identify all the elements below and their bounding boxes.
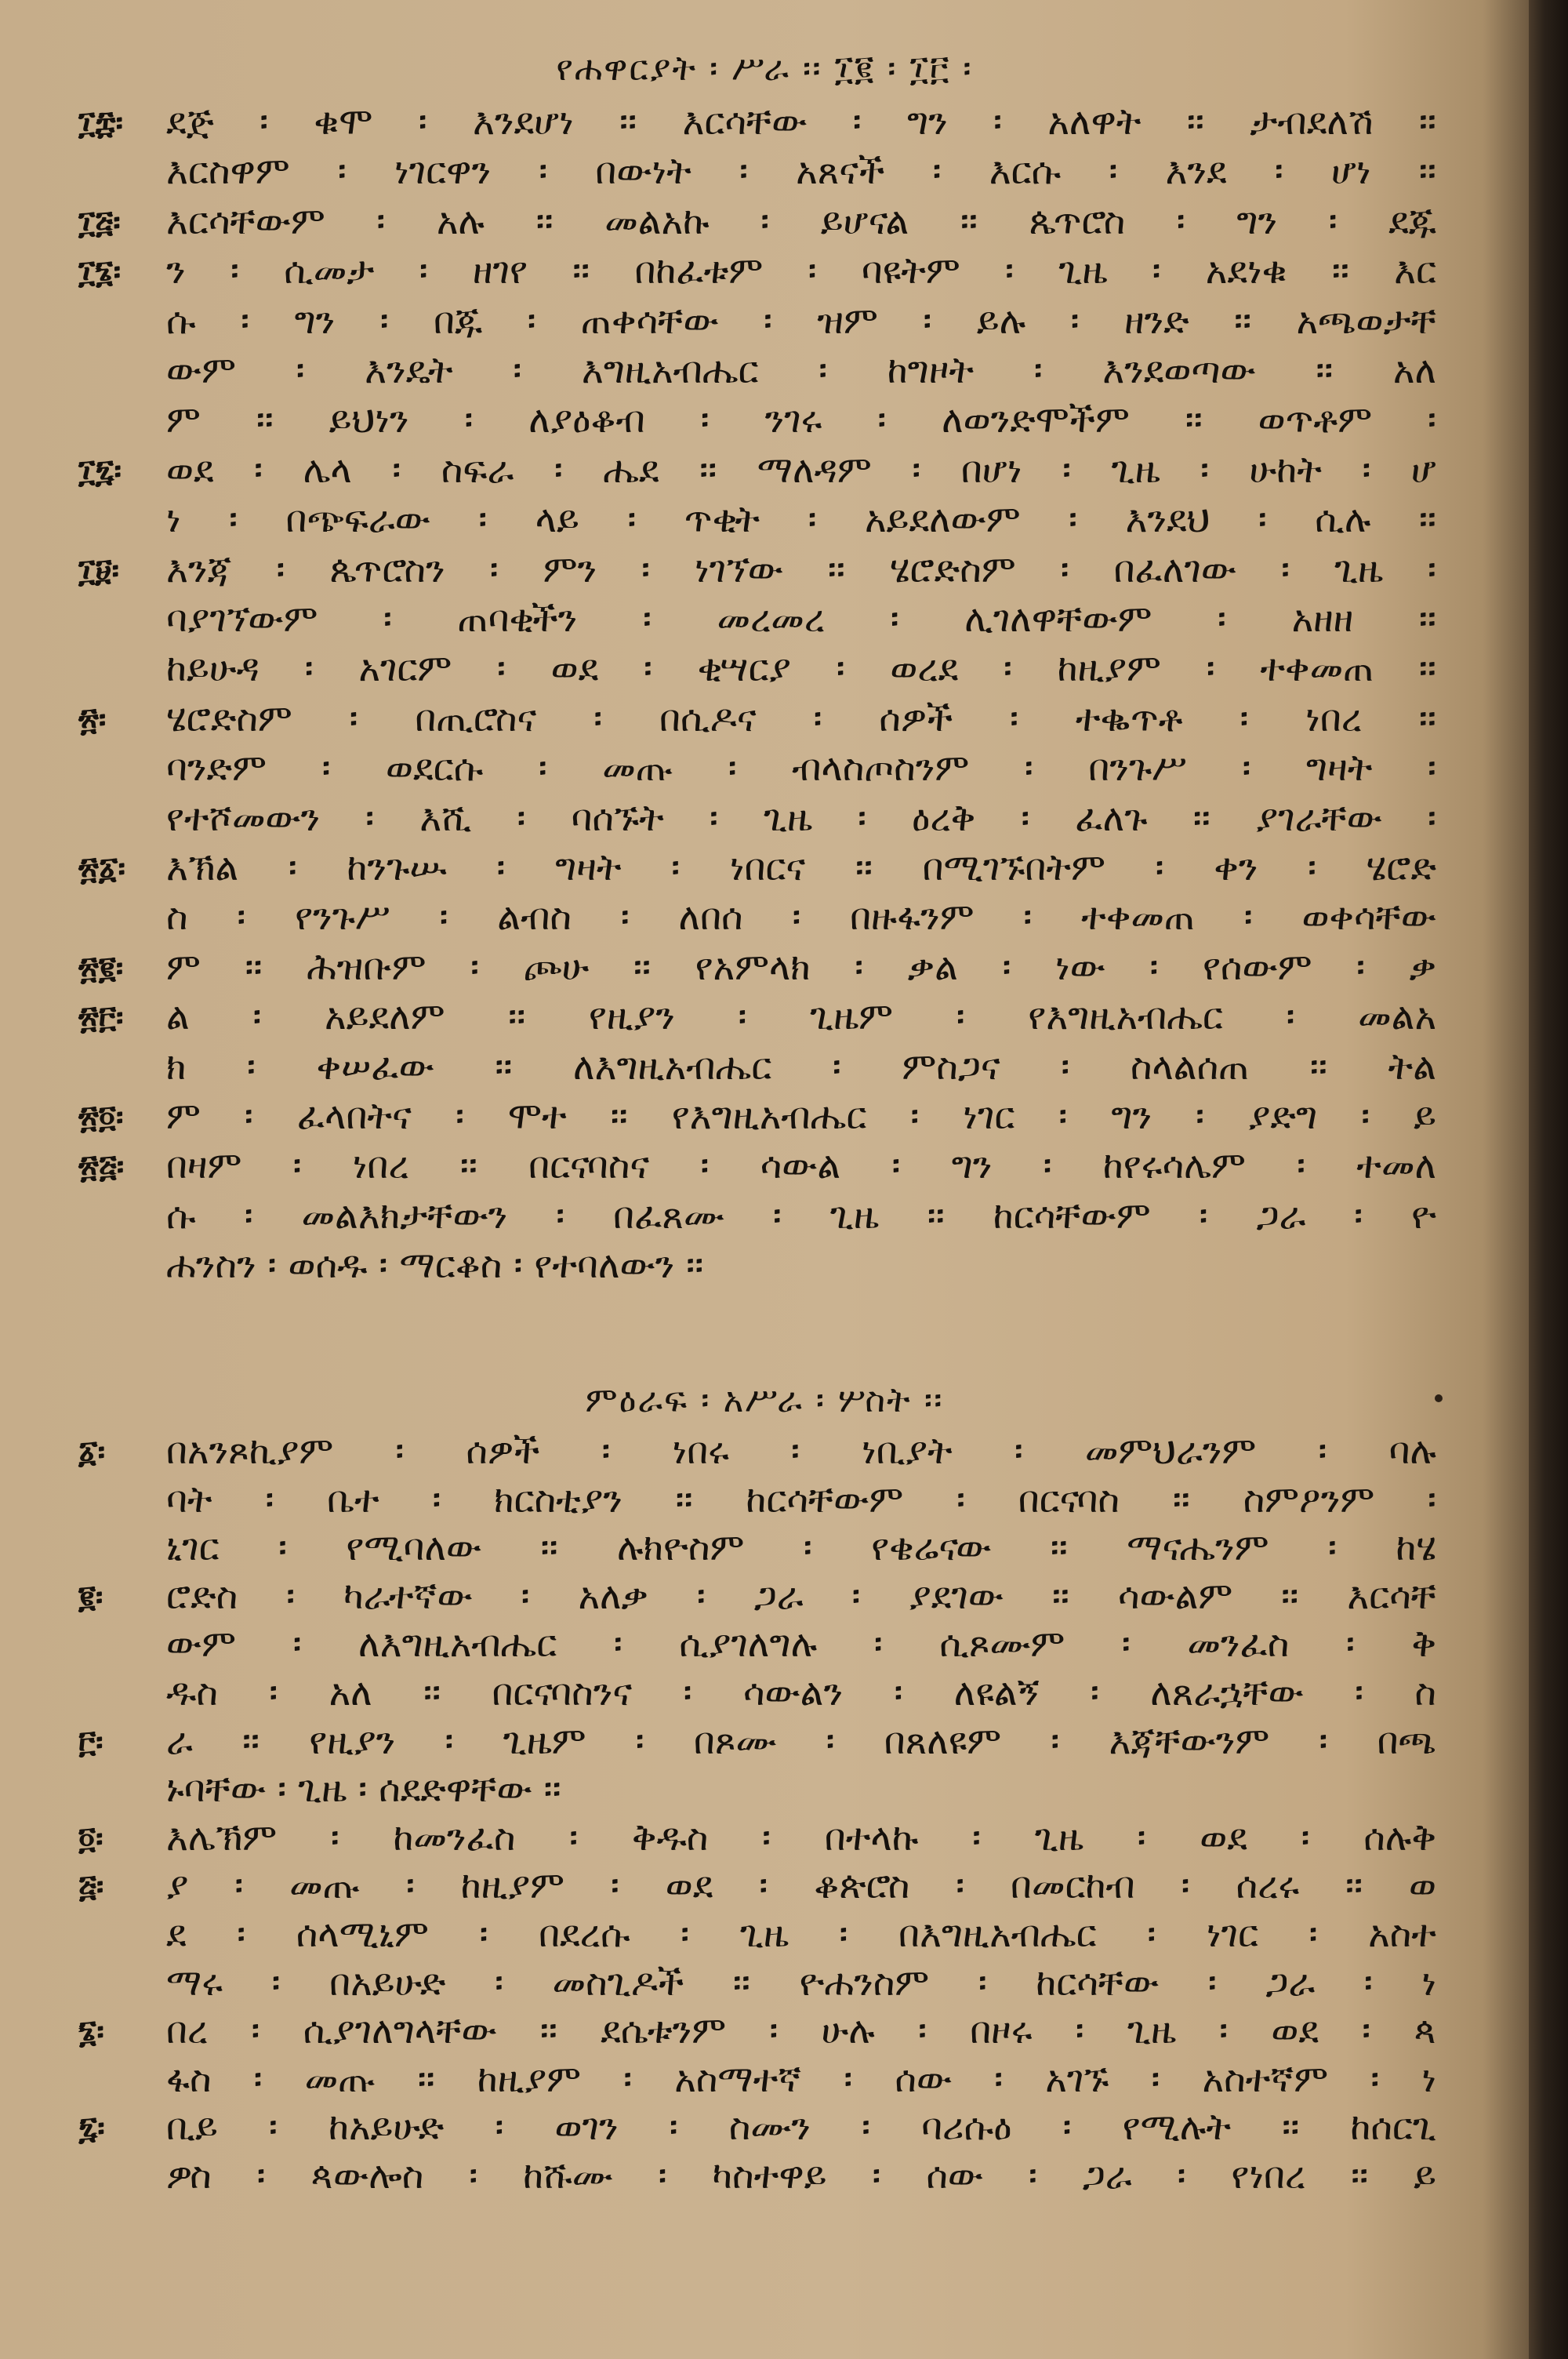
line-text: እሌኽም ፡ ከመንፈስ ፡ ቅዱስ ፡ በተላኩ ፡ ጊዜ ፡ ወደ ፡ ሰሉቅ — [166, 1816, 1436, 1859]
line-text: እንጃ ፡ ጴጥሮስን ፡ ምን ፡ ነገኘው ፡፡ ሄሮድስም ፡ በፈለገው ፡ ጊዜ ፡ — [166, 547, 1436, 591]
line-text: ዱስ ፡ አለ ፡፡ በርናባስንና ፡ ሳውልን ፡ ለዩልኝ ፡ ለጸራኋቸው ፡ ስ — [166, 1671, 1436, 1714]
line-text: እርስዋም ፡ ነገርዋን ፡ በውነት ፡ አጸናች ፡ እርሱ ፡ እንደ ፡ ሆነ ፡፡ — [166, 150, 1436, 194]
line-text: የተሾመውን ፡ እሺ ፡ ባሰኙት ፡ ጊዜ ፡ ዕረቅ ፡ ፈለጉ ፡፡ ያገራቸው ፡ — [166, 796, 1436, 840]
line-text: በአንጾኪያም ፡ ሰዎች ፡ ነበሩ ፡ ነቢያት ፡ መምህራንም ፡ ባሉ — [166, 1430, 1436, 1473]
line-text: ሱ ፡ መልእክታቸውን ፡ በፈጸሙ ፡ ጊዜ ፡፡ ከርሳቸውም ፡ ጋራ ፡ ዮ — [166, 1194, 1436, 1238]
line-text: ክ ፡ ቀሠፈው ፡፡ ለእግዚአብሔር ፡ ምስጋና ፡ ስላልሰጠ ፡፡ ትል — [166, 1045, 1436, 1089]
line-text: ም ፡፡ ሕዝቡም ፡ ጮሁ ፡፡ የአምላክ ፡ ቃል ፡ ነው ፡ የሰውም ፡ ቃ — [166, 945, 1436, 989]
line-text: ሐንስን ፡ ወሰዱ ፡ ማርቆስ ፡ የተባለውን ፡፡ — [166, 1244, 704, 1288]
verse-number: ፲፰፡ — [78, 105, 123, 141]
line-text: ከይሁዳ ፡ አገርም ፡ ወደ ፡ ቂሣርያ ፡ ወረደ ፡ ከዚያም ፡ ተቀመጠ ፡፡ — [166, 647, 1436, 691]
line-text: ስ ፡ የንጉሥ ፡ ልብስ ፡ ለበሰ ፡ በዙፋንም ፡ ተቀመጠ ፡ ወቀሳቸው — [166, 896, 1436, 940]
line-text: ኒገር ፡ የሚባለው ፡፡ ሉክዮስም ፡ የቄሬናው ፡፡ ማናሔንም ፡ ከሄ — [166, 1526, 1436, 1570]
verse-number: ፳፭፡ — [78, 1149, 125, 1186]
line-text: ማሩ ፡ በአይሁድ ፡ መስጊዶች ፡፡ ዮሐንስም ፡ ከርሳቸው ፡ ጋራ ፡ ነ — [166, 1961, 1436, 2005]
line-text: በዛም ፡ ነበረ ፡፡ በርናባስና ፡ ሳውል ፡ ግን ፡ ከየሩሳሌም ፡ ተመለ — [166, 1144, 1436, 1188]
line-text: ያ ፡ መጡ ፡ ከዚያም ፡ ወደ ፡ ቆጵሮስ ፡ በመርከብ ፡ ሰረሩ ፡፡ ወ — [166, 1864, 1436, 1908]
line-text: ኑባቸው ፡ ጊዜ ፡ ሰደድዋቸው ፡፡ — [166, 1768, 561, 1812]
line-text: ን ፡ ሲመታ ፡ ዘገየ ፡፡ በከፈቱም ፡ ባዩትም ፡ ጊዜ ፡ አደነቁ ፡፡ እር — [166, 249, 1436, 293]
line-text: ውም ፡ እንዴት ፡ እግዚአብሔር ፡ ከግዞት ፡ እንደወጣው ፡፡ አለ — [166, 349, 1436, 392]
line-text: ደ ፡ ሰላሚኒም ፡ በደረሱ ፡ ጊዜ ፡ በእግዚአብሔር ፡ ነገር ፡ አስተ — [166, 1913, 1436, 1956]
verse-number: ፳፪፡ — [78, 950, 124, 987]
line-text: ዎስ ፡ ጳውሎስ ፡ ከሹሙ ፡ ካስተዋይ ፡ ሰው ፡ ጋራ ፡ የነበረ ፡፡ ይ — [166, 2154, 1436, 2197]
verse-number: ፳፬፡ — [78, 1100, 124, 1136]
verse-number: ፳፫፡ — [78, 1000, 124, 1037]
verse-number: ፬፡ — [78, 1820, 103, 1857]
line-text: እኽል ፡ ከንጉሡ ፡ ግዛት ፡ ነበርና ፡፡ በሚገኙበትም ፡ ቀን ፡ ሄሮድ — [166, 846, 1436, 889]
line-text: በረ ፡ ሲያገለግላቸው ፡፡ ደሴቱንም ፡ ሁሉ ፡ በዞሩ ፡ ጊዜ ፡ ወደ ፡ ጳ — [166, 2009, 1436, 2053]
ink-spot — [1435, 1394, 1443, 1402]
section-title: ምዕራፍ ፡ አሥራ ፡ ሦስት ፡፡ — [585, 1380, 944, 1420]
line-text: ነ ፡ በጭፍራው ፡ ላይ ፡ ጥቂት ፡ አይደለውም ፡ እንደህ ፡ ሲሉ ፡፡ — [166, 498, 1436, 542]
line-text: ራ ፡፡ የዚያን ፡ ጊዜም ፡ በጾሙ ፡ በጸለዩም ፡ እጃቸውንም ፡ በጫ — [166, 1719, 1436, 1763]
line-text: ሄሮድስም ፡ በጢሮስና ፡ በሲዶና ፡ ሰዎች ፡ ተቈጥቶ ፡ ነበረ ፡፡ — [166, 696, 1436, 740]
line-text: ባያገኘውም ፡ ጠባቂችን ፡ መረመረ ፡ ሊገለዋቸውም ፡ አዘዘ ፡፡ — [166, 598, 1436, 641]
verse-number: ፯፡ — [78, 2110, 105, 2147]
verse-number: ፲፮፡ — [78, 254, 122, 291]
verse-number: ፳፩፡ — [78, 851, 125, 887]
line-text: ባንድም ፡ ወደርሱ ፡ መጡ ፡ ብላስጦስንም ፡ በንጉሥ ፡ ግዛት ፡ — [166, 747, 1436, 791]
line-text: ም ፡፡ ይህነን ፡ ለያዕቆብ ፡ ንገሩ ፡ ለወንድሞችም ፡፡ ወጥቶም ፡ — [166, 398, 1436, 442]
verse-number: ፳፡ — [78, 701, 107, 738]
page-edge-shadow — [1529, 0, 1568, 2359]
line-text: ቢይ ፡ ከአይሁድ ፡ ወገን ፡ ስሙን ፡ ባሪሱዕ ፡ የሚሉት ፡፡ ከሰርጊ — [166, 2106, 1436, 2150]
line-text: ደጅ ፡ ቁሞ ፡ እንደሆነ ፡፡ እርሳቸው ፡ ግን ፡ አለዋት ፡፡ ታብደለሽ ፡፡ — [166, 100, 1436, 144]
verse-number: ፪፡ — [78, 1579, 103, 1616]
verse-number: ፮፡ — [78, 2014, 104, 2051]
verse-number: ፲፯፡ — [78, 453, 122, 489]
verse-number: ፲፭፡ — [78, 204, 121, 241]
line-text: ወደ ፡ ሌላ ፡ ስፍራ ፡ ሔደ ፡፡ ማለዳም ፡ በሆነ ፡ ጊዜ ፡ ሁከት ፡ ሆ — [166, 448, 1436, 492]
line-text: ውም ፡ ለእግዚአብሔር ፡ ሲያገለግሉ ፡ ሲጾሙም ፡ መንፈስ ፡ ቅ — [166, 1623, 1436, 1667]
verse-number: ፫፡ — [78, 1724, 103, 1761]
page-header: የሐዋርያት ፡ ሥራ ፡፡ ፲፪ ፡ ፲፫ ፡ — [556, 49, 973, 89]
line-text: ሮድስ ፡ ካራተኛው ፡ አለቃ ፡ ጋራ ፡ ያደገው ፡፡ ሳውልም ፡፡ እርሳቸ — [166, 1574, 1436, 1618]
verse-number: ፲፱፡ — [78, 552, 119, 589]
verse-number: ፭፡ — [78, 1869, 104, 1906]
line-text: ል ፡ አይደለም ፡፡ የዚያን ፡ ጊዜም ፡ የእግዚአብሔር ፡ መልአ — [166, 995, 1436, 1039]
line-text: ፋስ ፡ መጡ ፡፡ ከዚያም ፡ አስማተኛ ፡ ሰው ፡ አገኙ ፡ አስተኛም ፡ ነ — [166, 2057, 1436, 2101]
line-text: እርሳቸውም ፡ አሉ ፡፡ መልአኩ ፡ ይሆናል ፡፡ ጴጥሮስ ፡ ግን ፡ ደጁ — [166, 199, 1436, 243]
line-text: ሱ ፡ ግን ፡ በጁ ፡ ጠቀሳቸው ፡ ዝም ፡ ይሉ ፡ ዘንድ ፡፡ አጫወታቸ — [166, 299, 1436, 343]
verse-number: ፩፡ — [78, 1434, 106, 1470]
line-text: ም ፡ ፈላበትና ፡ ሞተ ፡፡ የእግዚአብሔር ፡ ነገር ፡ ግን ፡ ያድግ ፡ ይ — [166, 1095, 1436, 1138]
line-text: ባት ፡ ቤተ ፡ ክርስቲያን ፡፡ ከርሳቸውም ፡ በርናባስ ፡፡ ስምዖንም ፡ — [166, 1478, 1436, 1521]
